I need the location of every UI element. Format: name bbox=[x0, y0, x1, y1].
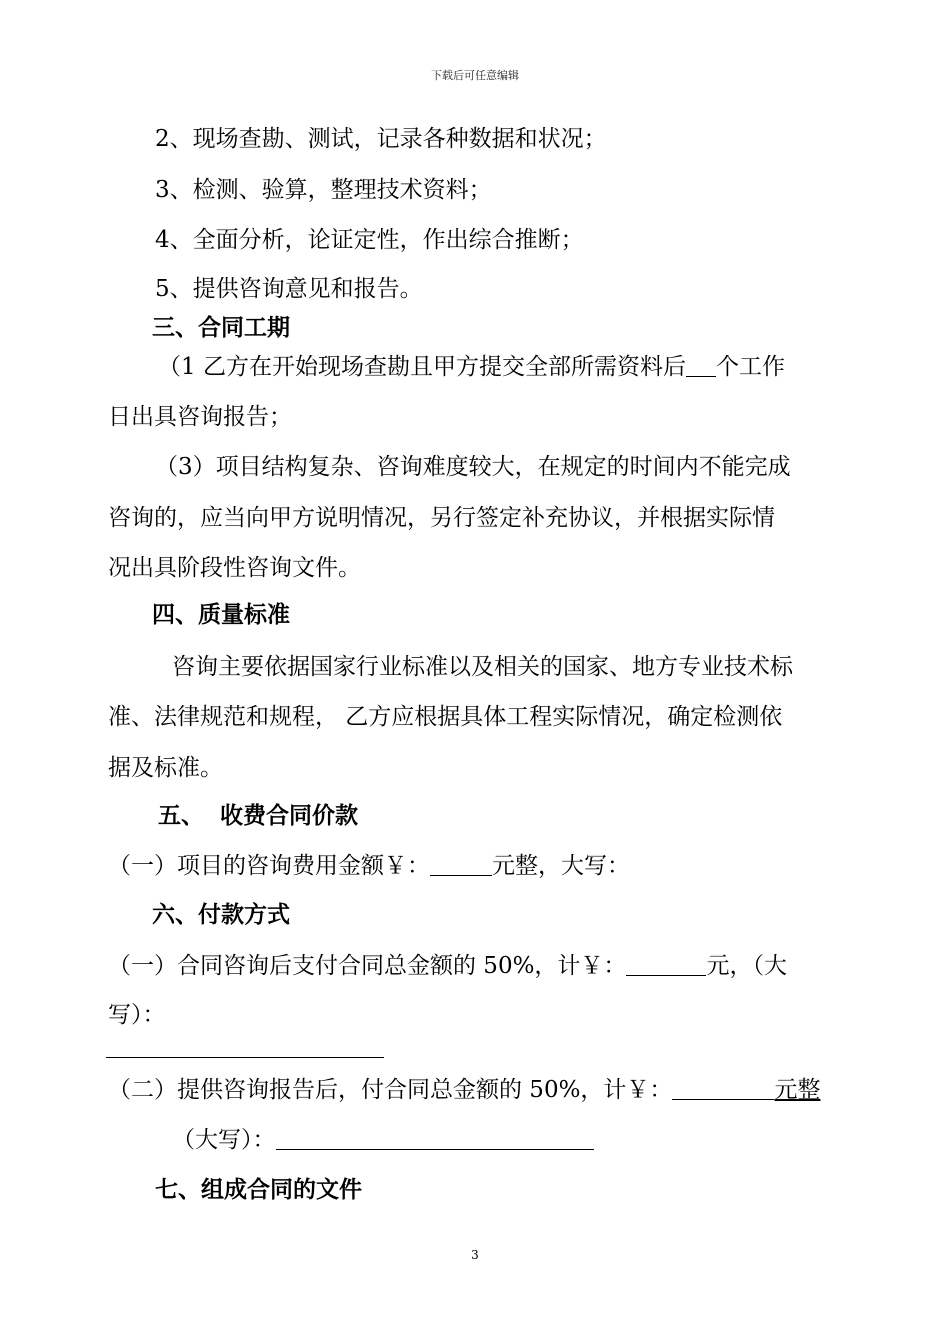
paragraph-line bbox=[108, 951, 787, 981]
section-heading-5 bbox=[158, 801, 358, 831]
paragraph-text: （一）合同咨询后支付合同总金额的 50%，计￥： bbox=[108, 953, 627, 979]
list-item-2: 2、现场查勘、测试，记录各种数据和状况； bbox=[155, 126, 607, 152]
section-heading-7: 七、组成合同的文件 bbox=[155, 1176, 362, 1203]
paragraph-line: （3）项目结构复杂、咨询难度较大，在规定的时间内不能完成 bbox=[155, 454, 791, 480]
page-number: 3 bbox=[471, 1248, 479, 1262]
paragraph-line bbox=[108, 851, 630, 881]
paragraph-line: 况出具阶段性咨询文件。 bbox=[108, 555, 361, 581]
paragraph-text: 元，（大 bbox=[706, 953, 787, 979]
paragraph-line bbox=[172, 1125, 594, 1155]
paragraph-line: 写）： bbox=[108, 1002, 166, 1028]
page-header: 下载后可任意编辑 bbox=[431, 69, 519, 82]
paragraph-text: 元整 bbox=[774, 1077, 821, 1103]
heading-text: 收费合同价款 bbox=[220, 802, 358, 829]
paragraph-text: 个工作 bbox=[715, 354, 785, 380]
paragraph-line: 据及标准。 bbox=[108, 755, 223, 781]
signature-underline bbox=[106, 1057, 384, 1058]
blank-underline bbox=[686, 354, 716, 377]
paragraph-text: 元整，大写： bbox=[492, 853, 630, 879]
paragraph-line bbox=[108, 1075, 820, 1105]
paragraph-text: （1 乙方在开始现场查勘且甲方提交全部所需资料后 bbox=[158, 354, 686, 380]
paragraph-line: 咨询的，应当向甲方说明情况，另行签定补充协议，并根据实际情 bbox=[108, 505, 775, 531]
section-heading-4: 四、质量标准 bbox=[152, 601, 290, 628]
paragraph-line: 日出具咨询报告； bbox=[108, 404, 292, 430]
section-heading-6: 六、付款方式 bbox=[152, 901, 290, 928]
paragraph-line bbox=[158, 352, 785, 382]
paragraph-text: （二）提供咨询报告后，付合同总金额的 50%，计￥： bbox=[108, 1077, 673, 1103]
paragraph-line: 准、法律规范和规程， 乙方应根据具体工程实际情况，确定检测依 bbox=[108, 704, 783, 730]
section-heading-3: 三、合同工期 bbox=[152, 314, 290, 341]
amount-blank bbox=[626, 953, 706, 976]
list-item-5: 5、提供咨询意见和报告。 bbox=[155, 276, 423, 302]
amount-in-words-blank bbox=[276, 1127, 594, 1150]
paragraph-text: （一）项目的咨询费用金额￥： bbox=[108, 853, 430, 879]
amount-blank bbox=[430, 853, 492, 876]
list-item-4: 4、全面分析，论证定性，作出综合推断； bbox=[155, 227, 584, 253]
paragraph-text: （大写）： bbox=[172, 1127, 276, 1153]
paragraph-line: 咨询主要依据国家行业标准以及相关的国家、地方专业技术标 bbox=[172, 654, 793, 680]
heading-number: 五、 bbox=[158, 802, 204, 829]
list-item-3: 3、检测、验算，整理技术资料； bbox=[155, 177, 492, 203]
amount-blank bbox=[672, 1077, 774, 1100]
